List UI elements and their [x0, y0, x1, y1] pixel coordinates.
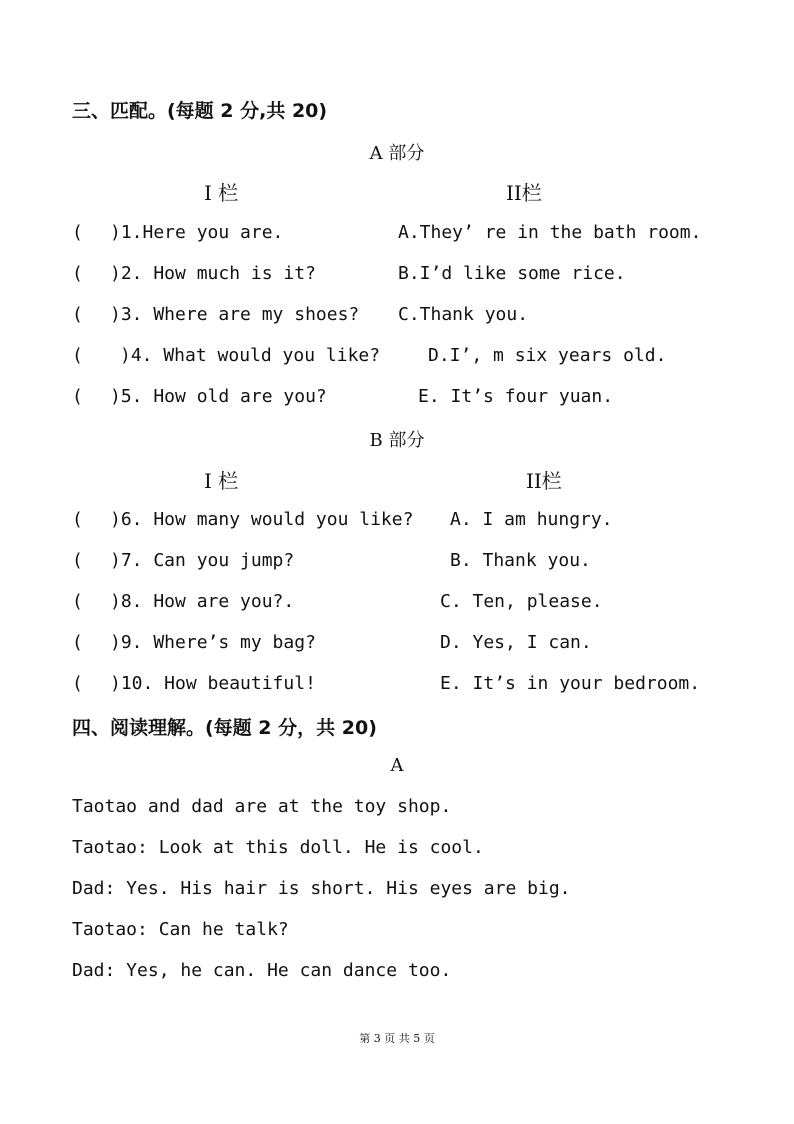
answer-blank[interactable]: (	[72, 673, 83, 694]
question-text: )5. How old are you?	[110, 386, 327, 407]
section4-title: 四、阅读理解。(每题 2 分，共 20)	[72, 717, 377, 739]
partB-col1-header: I 栏	[204, 469, 239, 493]
answer-option: A. I am hungry.	[450, 509, 613, 530]
question-text: )3. Where are my shoes?	[110, 304, 360, 325]
question-text: )4. What would you like?	[120, 345, 381, 366]
answer-blank[interactable]: (	[72, 222, 83, 243]
answer-blank[interactable]: (	[72, 591, 83, 612]
answer-blank[interactable]: (	[72, 304, 83, 325]
answer-blank[interactable]: (	[72, 632, 83, 653]
answer-option: B. Thank you.	[450, 550, 591, 571]
partA-row-5	[0, 386, 794, 414]
question-text: )10. How beautiful!	[110, 673, 316, 694]
answer-blank[interactable]: (	[72, 263, 83, 284]
answer-blank[interactable]: (	[72, 345, 83, 366]
question-text: )2. How much is it?	[110, 263, 316, 284]
passage-line-5: Dad: Yes, he can. He can dance too.	[72, 960, 452, 981]
answer-option: C. Ten, please.	[440, 591, 603, 612]
partA-row-1	[0, 222, 794, 250]
partB-row-6	[0, 509, 794, 537]
partB-row-10	[0, 673, 794, 701]
partA-label: A 部分	[369, 143, 425, 164]
answer-option: D. Yes, I can.	[440, 632, 592, 653]
partA-row-3	[0, 304, 794, 332]
question-text: )6. How many would you like?	[110, 509, 414, 530]
passage-line-3: Dad: Yes. His hair is short. His eyes are big.	[72, 878, 571, 899]
question-text: )8. How are you?.	[110, 591, 295, 612]
passage-line-1: Taotao and dad are at the toy shop.	[72, 796, 452, 817]
passage-line-2: Taotao: Look at this doll. He is cool.	[72, 837, 484, 858]
question-text: )1.Here you are.	[110, 222, 284, 243]
page-footer: 第 3 页 共 5 页	[359, 1032, 435, 1045]
question-text: )9. Where’s my bag?	[110, 632, 316, 653]
partB-row-9	[0, 632, 794, 660]
answer-option: D.I’, m six years old.	[428, 345, 667, 366]
answer-blank[interactable]: (	[72, 509, 83, 530]
passage-label: A	[390, 755, 404, 776]
answer-blank[interactable]: (	[72, 386, 83, 407]
partB-row-7	[0, 550, 794, 578]
partB-label: B 部分	[369, 430, 425, 451]
answer-option: E. It’s in your bedroom.	[440, 673, 701, 694]
section3-title: 三、匹配。(每题 2 分,共 20)	[72, 100, 328, 122]
partA-row-2	[0, 263, 794, 291]
question-text: )7. Can you jump?	[110, 550, 295, 571]
partA-col1-header: I 栏	[204, 181, 239, 205]
answer-blank[interactable]: (	[72, 550, 83, 571]
answer-option: C.Thank you.	[398, 304, 529, 325]
answer-option: A.They’ re in the bath room.	[398, 222, 702, 243]
answer-option: E. It’s four yuan.	[418, 386, 614, 407]
passage-line-4: Taotao: Can he talk?	[72, 919, 289, 940]
partA-col2-header: II栏	[506, 181, 542, 205]
answer-option: B.I’d like some rice.	[398, 263, 626, 284]
partA-row-4	[0, 345, 794, 373]
partB-row-8	[0, 591, 794, 619]
partB-col2-header: II栏	[526, 469, 562, 493]
